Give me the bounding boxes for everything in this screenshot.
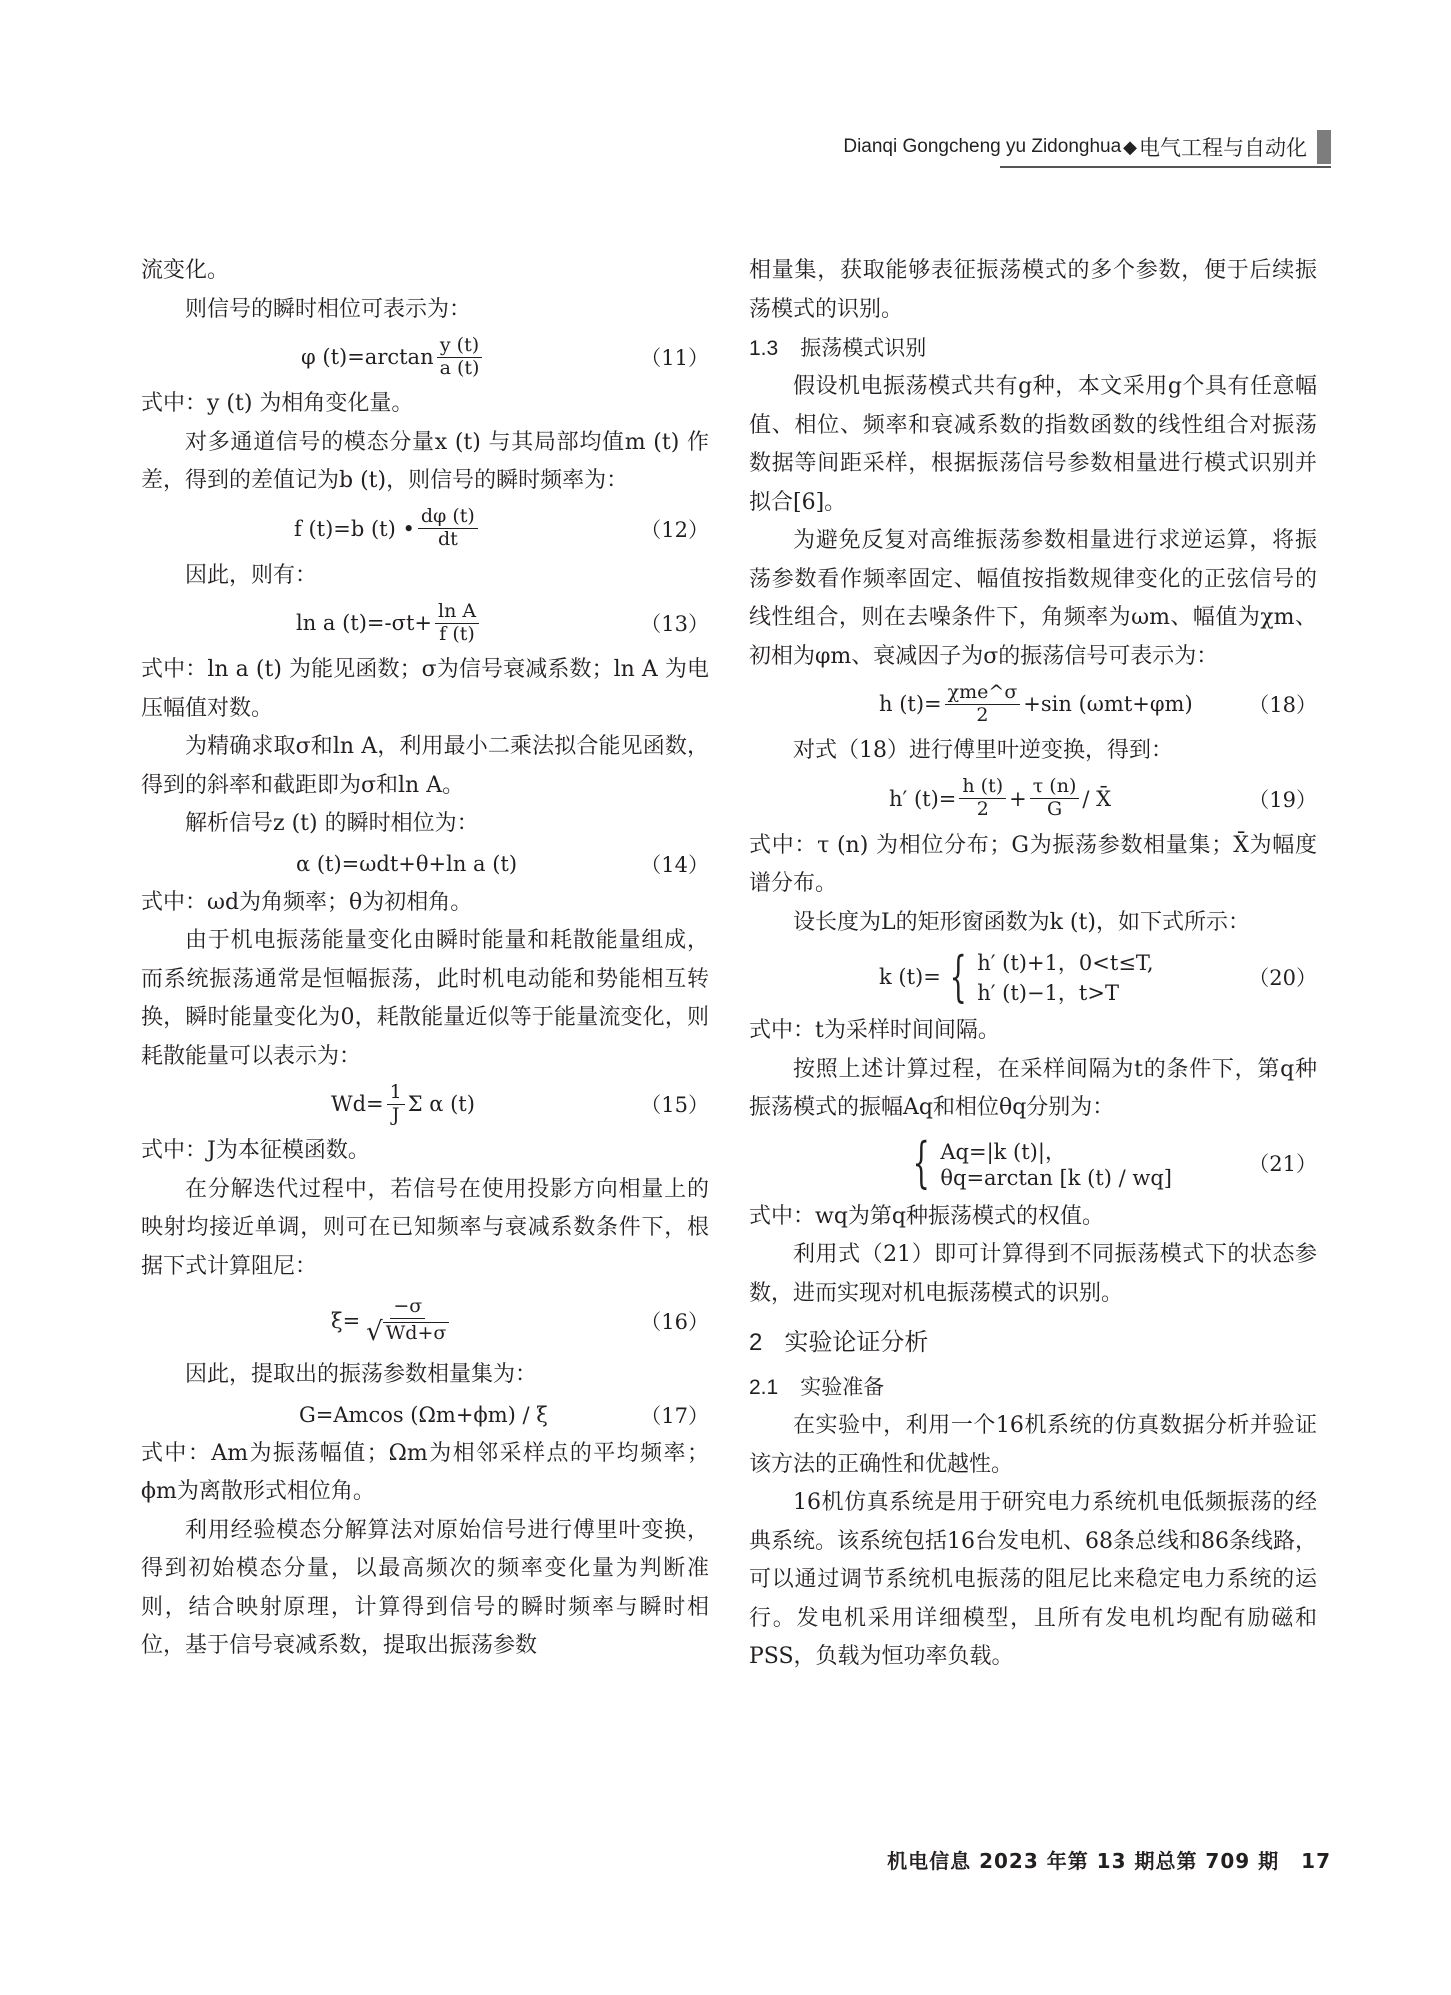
footer-journal: 机电信息 2023 年第 13 期总第 709 期 [887,1849,1280,1873]
equation-19 [749,771,1317,827]
fraction [945,682,1021,727]
paragraph: 则信号的瞬时相位可表示为： [185,296,472,322]
equation-number: （12） [640,517,709,542]
header-rule [1000,166,1331,168]
equation-number: （18） [1248,693,1317,717]
running-header [843,130,1331,164]
eq-rhs: Σ α (t) [407,1092,475,1116]
numerator: 1 [387,1082,405,1105]
equation-16 [141,1286,709,1356]
equation-21 [749,1128,1317,1198]
fraction [437,335,483,380]
paragraph: 相量集，获取能够表征振荡模式的多个参数，便于后续振荡模式的识别。 [749,258,1317,322]
case-line: Aq=|k (t)|， [940,1139,1066,1164]
equation-number: （15） [640,1093,709,1117]
fraction [435,601,479,646]
paragraph: 对式（18）进行傅里叶逆变换，得到： [793,738,1173,763]
fraction [959,776,1006,821]
eq-plus: + [1009,786,1027,811]
fraction [418,506,478,551]
paragraph: 流变化。 [141,258,230,283]
denominator: 2 [976,703,989,726]
paragraph: 按照上述计算过程，在采样间隔为t的条件下，第q种振荡模式的振幅Aq和相位θq分别为： [749,1056,1317,1120]
eq-lhs: k (t)= [879,965,941,989]
denominator: J [391,1103,400,1126]
eq-lhs: h (t)= [879,692,942,716]
equation-17 [141,1395,709,1435]
numerator: τ (n) [1030,776,1080,799]
equation-20 [749,942,1317,1012]
paragraph: 式中：ln a (t) 为能见函数；σ为信号衰减系数；ln A 为电压幅值对数。 [141,657,709,721]
equation-number: （16） [640,1310,709,1334]
eq-lhs: h′ (t)= [889,786,957,811]
numerator: y (t) [437,335,482,358]
subsection-heading [749,1368,1317,1407]
paragraph: 为避免反复对高维振荡参数相量进行求逆运算，将振荡参数看作频率固定、幅值按指数规律变化的正弦信号的线性组合，则在去噪条件下，角频率为ωm、幅值为χm、初相为φm、衰减因子为σ的振荡信号可表示为： [749,528,1317,669]
denominator: 2 [976,798,989,820]
section-heading [749,1319,1317,1366]
paragraph: 式中：t为采样时间间隔。 [749,1018,1000,1043]
section-number: 1.3 [749,337,779,360]
equation-number: （11） [640,346,709,370]
page-number: 17 [1301,1849,1331,1873]
eq-text: G=Amcos (Ωm+ϕm) / ξ [299,1402,548,1427]
fraction [363,1296,452,1346]
equation-11 [141,329,709,385]
denominator: f (t) [439,622,475,645]
equation-number: （14） [640,852,709,877]
numerator: h (t) [959,776,1006,799]
journal-pinyin: Dianqi Gongcheng yu Zidonghua [843,136,1122,157]
paragraph: 式中：y (t) 为相角变化量。 [141,391,414,416]
section-title: 实验准备 [800,1375,885,1399]
journal-title: 电气工程与自动化 [1139,136,1307,160]
eq-rhs: +sin (ωmt+φm) [1023,692,1193,716]
case-line: h′ (t)+1，0<t≤T, [977,951,1154,975]
paragraph: 16机仿真系统是用于研究电力系统机电低频振荡的经典系统。该系统包括16台发电机、68条总线和86条线路，可以通过调节系统机电振荡的阻尼比来稳定电力系统的运行。发电机采用详细模型，且所有发电机均配有励磁和PSS，负载为恒功率负载。 [749,1490,1317,1669]
paragraph: 对多通道信号的模态分量x (t) 与其局部均值m (t) 作差，得到的差值记为b (t)，则信号的瞬时频率为： [141,429,709,493]
equation-18 [749,676,1317,732]
section-number: 2 [749,1329,763,1356]
equation-number: （20） [1248,966,1317,990]
paragraph: 利用式（21）即可计算得到不同振荡模式下的状态参数，进而实现对机电振荡模式的识别。 [749,1242,1317,1306]
paragraph: 为精确求取σ和ln A，利用最小二乘法拟合能见函数，得到的斜率和截距即为σ和ln A。 [141,734,709,798]
left-column [141,252,709,1666]
eq-lhs: ln a (t)=-σt+ [296,611,432,635]
header-bar [1317,130,1331,164]
equation-14 [141,844,709,884]
section-title: 实验论证分析 [784,1328,929,1356]
numerator: −σ [390,1296,425,1319]
numerator: χme^σ [945,682,1021,705]
case-line: θq=arctan [k (t) / wq] [940,1165,1172,1190]
paragraph: 利用经验模态分解算法对原始信号进行傅里叶变换，得到初始模态分量，以最高频次的频率变化量为判断准则，结合映射原理，计算得到信号的瞬时频率与瞬时相位，基于信号衰减系数，提取出振荡参数 [141,1517,709,1658]
equation-number: （21） [1248,1151,1317,1176]
brace: { [912,1130,930,1194]
eq-rhs: / X̄ [1082,786,1112,811]
paragraph: 由于机电振荡能量变化由瞬时能量和耗散能量组成，而系统振荡通常是恒幅振荡，此时机电动能和势能相互转换，瞬时能量变化为0，耗散能量近似等于能量流变化，则耗散能量可以表示为： [141,928,709,1069]
paragraph: 式中：J为本征模函数。 [141,1138,370,1163]
denominator: a (t) [439,356,480,379]
paragraph: 式中：ωd为角频率；θ为初相角。 [141,889,473,915]
case-line: h′ (t)−1，t>T [977,981,1119,1005]
brace: { [949,945,967,1008]
paragraph: 式中：τ (n) 为相位分布；G为振荡参数相量集；X̄为幅度谱分布。 [749,832,1317,896]
eq-lhs: ξ= [331,1309,361,1333]
right-column [749,252,1317,1677]
paragraph: 在分解迭代过程中，若信号在使用投影方向相量上的映射均接近单调，则可在已知频率与衰减系数条件下，根据下式计算阻尼： [141,1176,709,1279]
paragraph: 因此，则有： [185,562,318,588]
radicand: Wd+σ [383,1322,450,1345]
paragraph: 式中：wq为第q种振荡模式的权值。 [749,1203,1104,1229]
equation-number: （17） [640,1403,709,1428]
eq-lhs: f (t)=b (t) • [294,516,415,541]
equation-12 [141,501,709,557]
paragraph: 设长度为L的矩形窗函数为k (t)，如下式所示： [793,909,1250,935]
denominator: dt [437,528,458,550]
section-title: 振荡模式识别 [800,336,927,360]
equation-15 [141,1076,709,1132]
section-heading [749,329,1317,368]
page-footer [887,1845,1331,1874]
equation-13 [141,595,709,651]
section-number: 2.1 [749,1376,779,1399]
eq-lhs: Wd= [331,1092,384,1116]
paragraph: 式中：Am为振荡幅值；Ωm为相邻采样点的平均频率；ϕm为离散形式相位角。 [141,1440,709,1504]
eq-text: α (t)=ωdt+θ+ln a (t) [296,851,518,876]
equation-number: （19） [1248,787,1317,812]
numerator: ln A [435,601,479,624]
fraction [1030,776,1080,821]
diamond-icon: ◆ [1123,136,1137,158]
numerator: dφ (t) [418,506,478,529]
paragraph: 因此，提取出的振荡参数相量集为： [185,1362,538,1387]
equation-number: （13） [640,612,709,636]
piecewise [977,947,1153,1007]
paragraph: 假设机电振荡模式共有g种，本文采用g个具有任意幅值、相位、频率和衰减系数的指数函数的线性组合对振荡数据等间距采样，根据振荡信号参数相量进行模式识别并拟合[6]。 [749,374,1317,515]
fraction [387,1082,405,1127]
paragraph: 解析信号z (t) 的瞬时相位为： [185,811,479,836]
eq-lhs: φ (t)=arctan [301,345,434,369]
denominator: √ Wd+σ [363,1319,452,1346]
denominator: G [1046,798,1063,820]
piecewise [940,1136,1172,1190]
paragraph: 在实验中，利用一个16机系统的仿真数据分析并验证该方法的正确性和优越性。 [749,1413,1317,1477]
